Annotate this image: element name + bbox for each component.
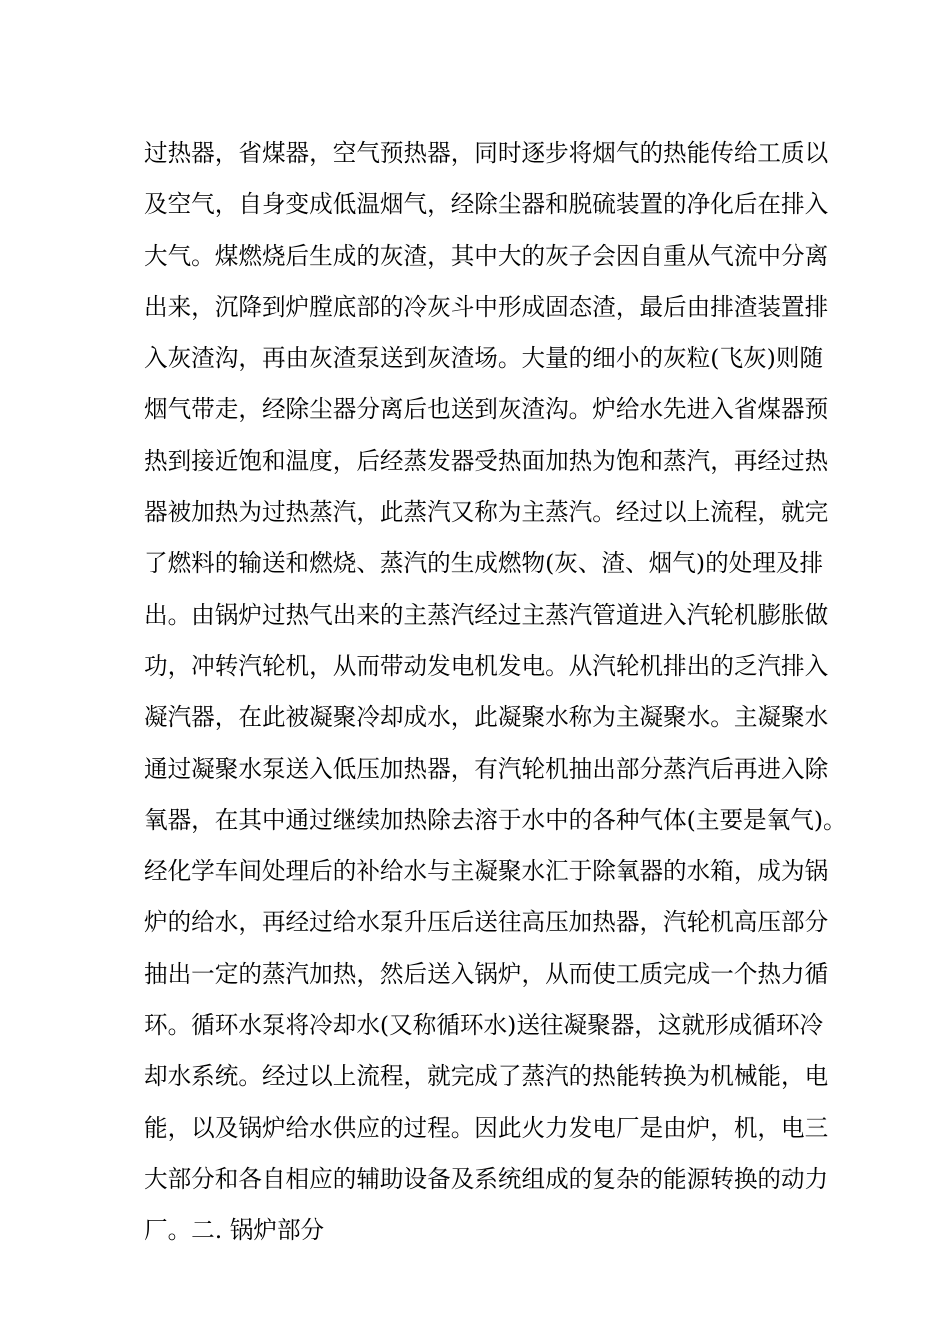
body-text — [144, 133, 847, 1262]
text-line: 器被加热为过热蒸汽，此蒸汽又称为主蒸汽。经过以上流程，就完 — [144, 498, 829, 527]
text-line: 环。循环水泵将冷却水(又称循环水)送往凝聚器，这就形成循环冷 — [144, 1011, 824, 1040]
text-line: 入灰渣沟，再由灰渣泵送到灰渣场。大量的细小的灰粒(飞灰)则随 — [144, 344, 824, 373]
text-line: 经化学车间处理后的补给水与主凝聚水汇于除氧器的水箱，成为锅 — [144, 857, 829, 886]
text-line: 功，冲转汽轮机，从而带动发电机发电。从汽轮机排出的乏汽排入 — [144, 651, 829, 680]
text-line: 通过凝聚水泵送入低压加热器，有汽轮机抽出部分蒸汽后再进入除 — [144, 754, 829, 783]
text-line: 能，以及锅炉给水供应的过程。因此火力发电厂是由炉，机，电三 — [144, 1113, 829, 1142]
text-line: 及空气，自身变成低温烟气，经除尘器和脱硫装置的净化后在排入 — [144, 190, 829, 219]
text-line: 却水系统。经过以上流程，就完成了蒸汽的热能转换为机械能，电 — [144, 1062, 829, 1091]
text-line: 大部分和各自相应的辅助设备及系统组成的复杂的能源转换的动力 — [144, 1164, 829, 1193]
text-line: 出来，沉降到炉膛底部的冷灰斗中形成固态渣，最后由排渣装置排 — [144, 292, 829, 321]
section-heading-line: 厂。二. 锅炉部分 — [144, 1216, 325, 1245]
text-line: 烟气带走，经除尘器分离后也送到灰渣沟。炉给水先进入省煤器预 — [144, 395, 829, 424]
text-line: 凝汽器，在此被凝聚冷却成水，此凝聚水称为主凝聚水。主凝聚水 — [144, 703, 829, 732]
text-line: 出。由锅炉过热气出来的主蒸汽经过主蒸汽管道进入汽轮机膨胀做 — [144, 600, 829, 629]
text-line: 热到接近饱和温度，后经蒸发器受热面加热为饱和蒸汽，再经过热 — [144, 446, 829, 475]
text-line: 炉的给水，再经过给水泵升压后送往高压加热器，汽轮机高压部分 — [144, 908, 829, 937]
text-line: 大气。煤燃烧后生成的灰渣，其中大的灰子会因自重从气流中分离 — [144, 241, 829, 270]
text-line: 了燃料的输送和燃烧、蒸汽的生成燃物(灰、渣、烟气)的处理及排 — [144, 549, 824, 578]
text-line: 过热器，省煤器，空气预热器，同时逐步将烟气的热能传给工质以 — [144, 139, 829, 167]
text-line: 抽出一定的蒸汽加热，然后送入锅炉，从而使工质完成一个热力循 — [144, 959, 829, 988]
text-line: 氧器，在其中通过继续加热除去溶于水中的各种气体(主要是氧气)。 — [144, 805, 847, 834]
